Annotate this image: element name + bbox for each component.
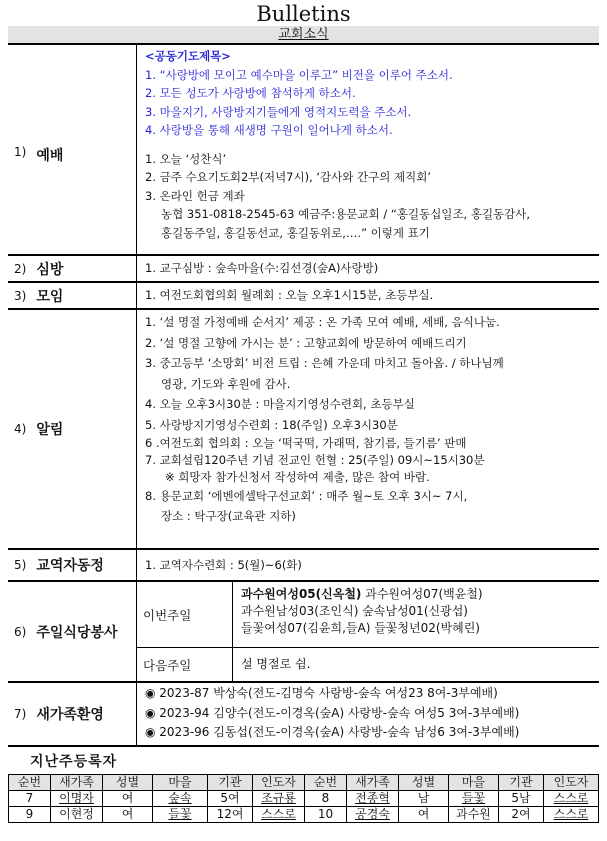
row-visit <box>8 256 599 283</box>
section-header: 교회소식 <box>278 27 329 42</box>
notice-item: 영광, 기도와 후원에 감사. <box>161 376 291 391</box>
label-kitchen <box>8 582 137 681</box>
table-cell: 이명자 <box>51 791 103 807</box>
section-label: 심방 <box>36 261 64 278</box>
page-title: Bulletins <box>256 2 351 26</box>
section-number: 7) <box>14 707 27 721</box>
section-header-bar <box>8 26 599 45</box>
column-header: 성별 <box>399 775 449 791</box>
row-worship <box>8 45 599 256</box>
label-newfamily <box>8 683 137 745</box>
table-cell: 공경숙 <box>347 807 399 823</box>
table-cell: 12여 <box>208 807 253 823</box>
section-number: 6) <box>14 624 27 639</box>
table-row <box>9 807 599 823</box>
table-cell: 스스로 <box>544 807 599 823</box>
highlight-team: 과수원여성05(신옥철) <box>241 587 362 601</box>
this-week-content <box>233 582 599 647</box>
column-header: 새가족 <box>347 775 399 791</box>
row-staff <box>8 550 599 582</box>
table-cell: 과수원 <box>449 807 499 823</box>
content-newfamily <box>137 683 599 745</box>
next-week-content: 설 명절로 쉼. <box>241 657 311 671</box>
column-header: 새가족 <box>51 775 103 791</box>
section-number: 3) <box>14 288 27 303</box>
row-kitchen <box>8 582 599 683</box>
bulletin-table <box>8 45 599 747</box>
table-cell: 7 <box>9 791 51 807</box>
account-info: 홍길동주일, 홍길동선교, 홍길동위로,….” 이렇게 표기 <box>161 225 430 240</box>
meeting-item: 1. 여전도회협의회 월례회 : 오늘 오후1시15분, 초등부실. <box>145 288 434 302</box>
content-meeting <box>137 283 599 308</box>
registrants-table <box>8 774 599 823</box>
table-cell: 전종혁 <box>347 791 399 807</box>
account-info: 농협 351-0818-2545-63 예금주:용문교회 / “홍길동십일조, 홍길동감사, <box>161 207 531 221</box>
notice-item: ※ 희망자 참가신청서 작성하여 제출, 많은 참여 바람. <box>165 469 430 484</box>
notice-item: 5. 사랑방지기영성수련회 : 18(주일) 오후3시30분 <box>145 417 398 432</box>
column-header: 마을 <box>449 775 499 791</box>
table-cell: 스스로 <box>253 807 305 823</box>
registrants-title: 지난주등록자 <box>30 754 118 770</box>
section-number: 5) <box>14 558 27 572</box>
table-cell: 2여 <box>499 807 544 823</box>
label-worship <box>8 45 137 254</box>
notice-item: 장소 : 탁구장(교육관 지하) <box>161 508 296 523</box>
content-worship <box>137 45 599 254</box>
team-text: 과수원여성07(백윤철) <box>361 587 483 601</box>
section-number: 1) <box>14 145 27 159</box>
notice-item: 3. 중고등부 ‘소망회’ 비전 트립 : 은혜 가운데 마치고 돌아옴. / 하나님께 <box>145 356 504 370</box>
newfamily-item: ◉ 2023-96 김동섭(전도-이경옥(숲A) 사랑방-숲속 남성6 3여-3부예배) <box>145 725 520 739</box>
worship-item: 3. 온라인 헌금 계좌 <box>145 188 245 203</box>
staff-item: 1. 교역자수련회 : 5(월)~6(화) <box>145 557 302 572</box>
visit-item: 1. 교구심방 : 숲속마을(수:김선경(숲A)사랑방) <box>145 261 379 275</box>
column-header: 마을 <box>153 775 208 791</box>
table-header-row <box>9 775 599 791</box>
table-cell: 들꽃 <box>449 791 499 807</box>
notice-item: 4. 오늘 오후3시30분 : 마을지기영성수련회, 초등부실 <box>145 397 415 411</box>
section-label: 모임 <box>36 288 64 305</box>
table-row <box>9 791 599 807</box>
column-header: 기관 <box>499 775 544 791</box>
prayer-item: 3. 마을지기, 사랑방지기들에게 영적지도력을 주소서. <box>145 104 412 119</box>
notice-item: 7. 교회설립120주년 기념 전교인 헌혈 : 25(주일) 09시~15시30분 <box>145 452 485 467</box>
table-cell: 숲속 <box>153 791 208 807</box>
column-header: 순번 <box>9 775 51 791</box>
table-cell: 여 <box>399 807 449 823</box>
this-week-row <box>137 582 599 648</box>
content-notice <box>137 310 599 548</box>
column-header: 순번 <box>305 775 347 791</box>
table-cell: 스스로 <box>544 791 599 807</box>
table-cell: 여 <box>103 791 153 807</box>
this-week-label: 이번주일 <box>137 582 233 647</box>
content-staff <box>137 550 599 580</box>
column-header: 기관 <box>208 775 253 791</box>
section-label: 알림 <box>36 422 64 438</box>
table-cell: 5남 <box>499 791 544 807</box>
newfamily-item: ◉ 2023-94 김양수(전도-이경옥(숲A) 사랑방-숲속 여성5 3여-3부예배) <box>145 705 520 720</box>
section-label: 주일식당봉사 <box>36 624 118 641</box>
section-label: 새가족환영 <box>36 707 104 723</box>
column-header: 인도자 <box>253 775 305 791</box>
table-cell: 10 <box>305 807 347 823</box>
worship-item: 1. 오늘 ‘성찬식’ <box>145 151 227 166</box>
label-meeting <box>8 283 137 308</box>
table-cell: 들꽃 <box>153 807 208 823</box>
prayer-item: 4. 사랑방을 통해 새생명 구원이 일어나게 하소서. <box>145 123 393 137</box>
next-week-row <box>137 648 599 681</box>
label-notice <box>8 310 137 548</box>
table-cell: 남 <box>399 791 449 807</box>
prayer-header: <공동기도제목> <box>145 49 231 63</box>
table-cell: 여 <box>103 807 153 823</box>
section-number: 2) <box>14 261 27 276</box>
row-notice <box>8 310 599 550</box>
table-cell: 이현정 <box>51 807 103 823</box>
table-cell: 5여 <box>208 791 253 807</box>
notice-item: 2. ‘설 명절 고향에 가시는 분’ : 고향교회에 방문하여 예배드리기 <box>145 335 467 350</box>
row-newfamily <box>8 683 599 747</box>
label-visit <box>8 256 137 281</box>
section-label: 예배 <box>36 148 64 164</box>
section-label: 교역자동정 <box>36 558 104 574</box>
content-visit <box>137 256 599 281</box>
label-staff <box>8 550 137 580</box>
kitchen-subtable <box>137 582 599 681</box>
notice-item: 1. ‘설 명절 가정예배 순서지’ 제공 : 온 가족 모여 예배, 세배, 음식나눔. <box>145 315 500 329</box>
team-text: 들꽃여성07(김윤희,들A) 들꽃청년02(박혜린) <box>241 621 480 635</box>
newfamily-item: ◉ 2023-87 박상숙(전도-김명숙 사랑방-숲속 여성23 8여-3부예배) <box>145 686 498 700</box>
worship-item: 2. 금주 수요기도회2부(저녁7시), ‘감사와 간구의 제직회’ <box>145 170 432 184</box>
row-meeting <box>8 283 599 310</box>
table-cell: 조규룡 <box>253 791 305 807</box>
notice-item: 8. 용문교회 ‘에벤에셀탁구선교회’ : 매주 월~토 오후 3시~ 7시, <box>145 488 468 503</box>
prayer-list <box>145 47 599 140</box>
team-text: 과수원남성03(조인식) 숲속남성01(신광섭) <box>241 604 468 618</box>
notice-item: 6 .여전도회 협의회 : 오늘 ‘떡국떡, 가래떡, 참기름, 들기름’ 판매 <box>145 435 467 450</box>
table-cell: 8 <box>305 791 347 807</box>
section-number: 4) <box>14 422 27 436</box>
table-cell: 9 <box>9 807 51 823</box>
prayer-item: 2. 모든 성도가 사랑방에 참석하게 하소서. <box>145 86 356 100</box>
next-week-label: 다음주일 <box>137 648 233 681</box>
prayer-item: 1. “사랑방에 모이고 예수마을 이루고” 비전을 이루어 주소서. <box>145 67 453 82</box>
column-header: 성별 <box>103 775 153 791</box>
column-header: 인도자 <box>544 775 599 791</box>
